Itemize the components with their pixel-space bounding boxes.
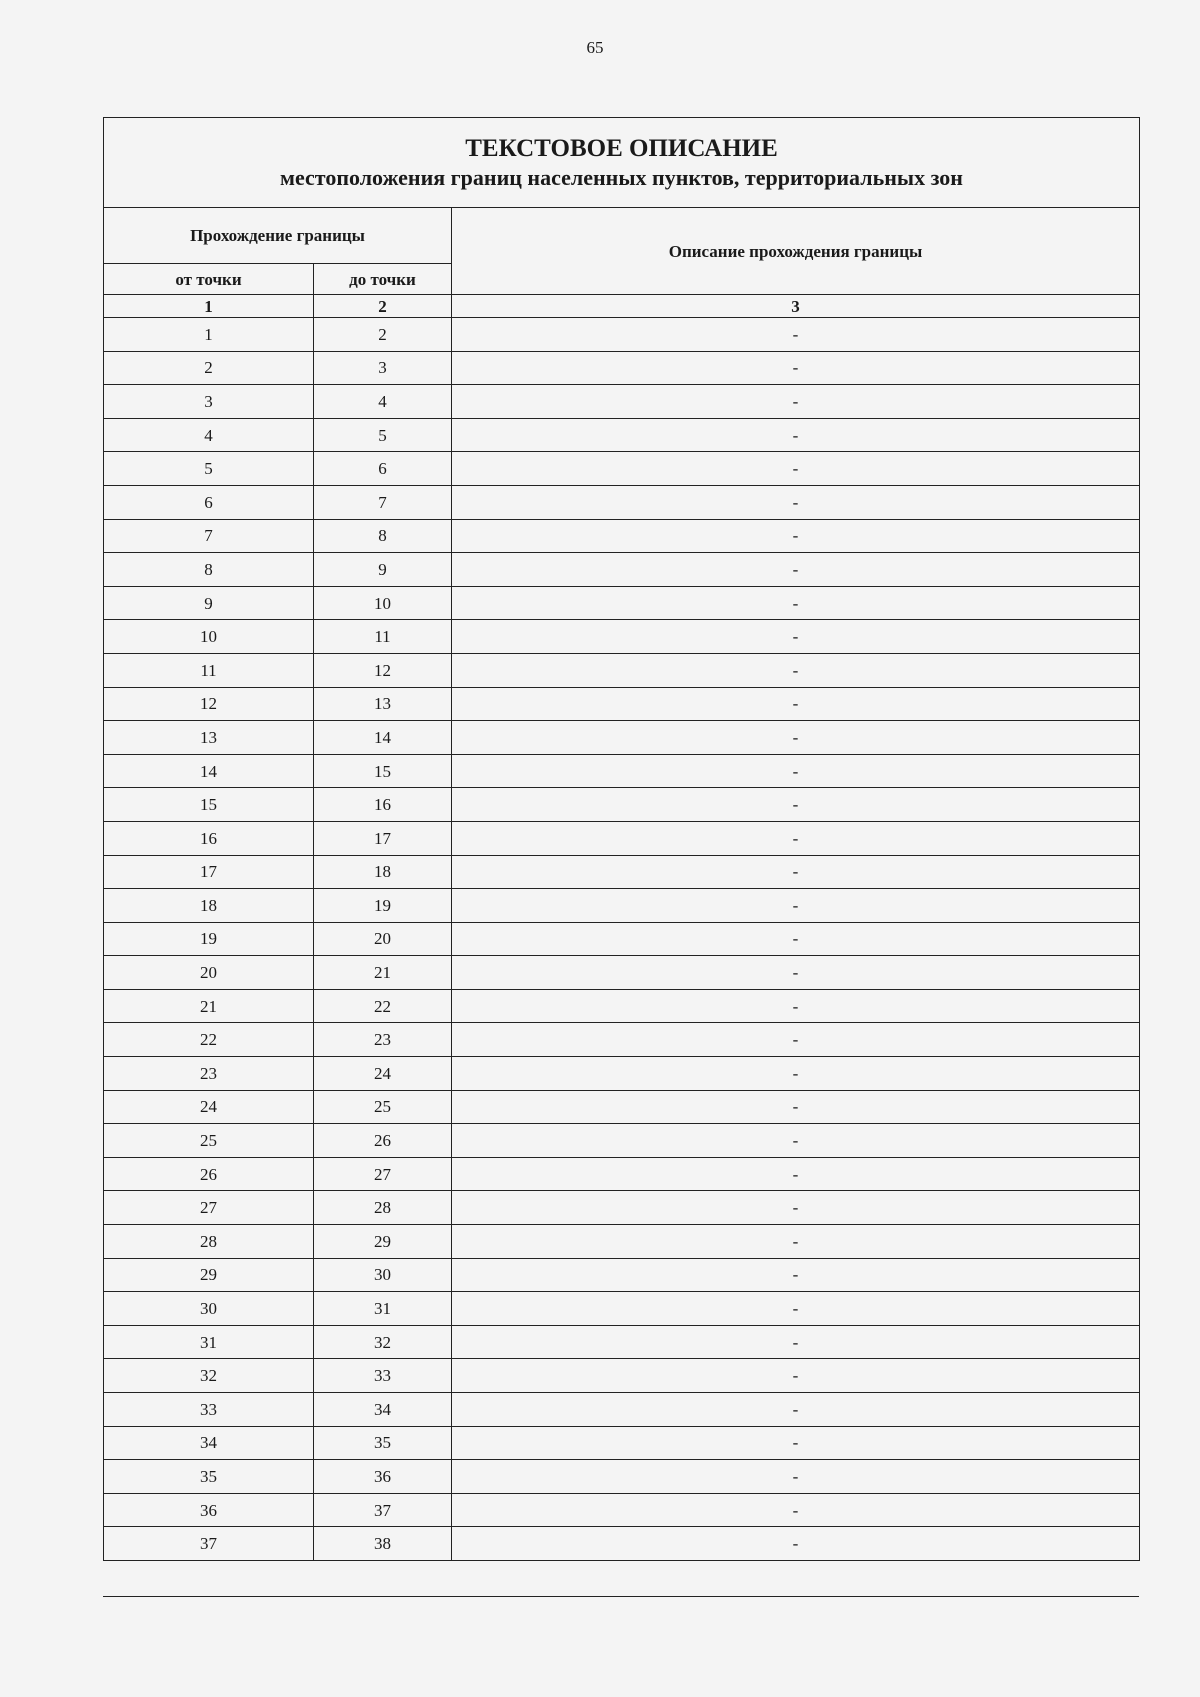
table-row [104,1325,1140,1359]
cell-to-point: 18 [314,855,452,889]
table-row [104,1258,1140,1292]
cell-description: - [452,956,1140,990]
cell-description: - [452,1393,1140,1427]
cell-from-point: 37 [104,1527,314,1561]
table-row [104,418,1140,452]
cell-description: - [452,418,1140,452]
cell-to-point: 26 [314,1124,452,1158]
cell-description: - [452,788,1140,822]
cell-description: - [452,586,1140,620]
table-row [104,1393,1140,1427]
cell-from-point: 7 [104,519,314,553]
table-row [104,1090,1140,1124]
cell-description: - [452,1157,1140,1191]
cell-description: - [452,1225,1140,1259]
cell-description: - [452,1090,1140,1124]
cell-to-point: 37 [314,1493,452,1527]
cell-from-point: 32 [104,1359,314,1393]
cell-to-point: 9 [314,553,452,587]
cell-to-point: 36 [314,1460,452,1494]
cell-to-point: 17 [314,821,452,855]
cell-description: - [452,1325,1140,1359]
cell-from-point: 17 [104,855,314,889]
cell-from-point: 12 [104,687,314,721]
header-to-point: до точки [314,264,452,295]
cell-description: - [452,989,1140,1023]
cell-to-point: 22 [314,989,452,1023]
cell-to-point: 33 [314,1359,452,1393]
table-row [104,620,1140,654]
table-row [104,1426,1140,1460]
cell-to-point: 11 [314,620,452,654]
cell-description: - [452,922,1140,956]
cell-description: - [452,351,1140,385]
table-row [104,687,1140,721]
cell-from-point: 19 [104,922,314,956]
cell-to-point: 4 [314,385,452,419]
header-passage: Прохождение границы [104,208,452,264]
header-row [104,208,1140,264]
cell-from-point: 4 [104,418,314,452]
cell-description: - [452,1359,1140,1393]
table-row [104,1292,1140,1326]
cell-to-point: 38 [314,1527,452,1561]
cell-description: - [452,1493,1140,1527]
cell-to-point: 7 [314,485,452,519]
cell-description: - [452,653,1140,687]
cell-to-point: 13 [314,687,452,721]
document-subtitle: местоположения границ населенных пунктов, территориальных зон [280,165,963,190]
table-row [104,989,1140,1023]
cell-to-point: 31 [314,1292,452,1326]
table-row [104,1023,1140,1057]
cell-description: - [452,1527,1140,1561]
bottom-rule [103,1596,1139,1597]
cell-from-point: 28 [104,1225,314,1259]
cell-from-point: 20 [104,956,314,990]
cell-to-point: 29 [314,1225,452,1259]
cell-description: - [452,1258,1140,1292]
cell-from-point: 14 [104,754,314,788]
cell-from-point: 6 [104,485,314,519]
cell-to-point: 20 [314,922,452,956]
cell-to-point: 24 [314,1057,452,1091]
table-row [104,586,1140,620]
table-row [104,519,1140,553]
cell-description: - [452,1460,1140,1494]
cell-from-point: 31 [104,1325,314,1359]
document-title: ТЕКСТОВОЕ ОПИСАНИЕ [465,135,778,162]
cell-description: - [452,1057,1140,1091]
column-number: 1 [104,295,314,318]
cell-description: - [452,1426,1140,1460]
cell-description: - [452,855,1140,889]
cell-to-point: 21 [314,956,452,990]
table-row [104,721,1140,755]
table-row [104,1225,1140,1259]
header-from-point: от точки [104,264,314,295]
table-row [104,956,1140,990]
cell-from-point: 24 [104,1090,314,1124]
cell-to-point: 5 [314,418,452,452]
cell-from-point: 3 [104,385,314,419]
cell-to-point: 12 [314,653,452,687]
cell-to-point: 2 [314,318,452,352]
cell-to-point: 16 [314,788,452,822]
cell-from-point: 33 [104,1393,314,1427]
cell-from-point: 30 [104,1292,314,1326]
cell-from-point: 25 [104,1124,314,1158]
cell-description: - [452,889,1140,923]
cell-from-point: 21 [104,989,314,1023]
cell-to-point: 34 [314,1393,452,1427]
table-row [104,553,1140,587]
header-description: Описание прохождения границы [452,208,1140,295]
table-row [104,318,1140,352]
table-row [104,653,1140,687]
column-number-row [104,295,1140,318]
cell-description: - [452,452,1140,486]
cell-to-point: 6 [314,452,452,486]
cell-from-point: 23 [104,1057,314,1091]
cell-from-point: 35 [104,1460,314,1494]
cell-to-point: 19 [314,889,452,923]
cell-from-point: 5 [104,452,314,486]
cell-to-point: 8 [314,519,452,553]
cell-from-point: 10 [104,620,314,654]
table-row [104,1493,1140,1527]
table-row [104,788,1140,822]
table-row [104,452,1140,486]
cell-from-point: 29 [104,1258,314,1292]
title-row [104,118,1140,208]
cell-description: - [452,721,1140,755]
cell-description: - [452,553,1140,587]
cell-description: - [452,1023,1140,1057]
table-row [104,922,1140,956]
cell-description: - [452,821,1140,855]
table-row [104,1124,1140,1158]
cell-to-point: 10 [314,586,452,620]
table-row [104,1057,1140,1091]
table-row [104,385,1140,419]
table-row [104,1460,1140,1494]
cell-description: - [452,620,1140,654]
table-row [104,1359,1140,1393]
cell-description: - [452,318,1140,352]
column-number: 3 [452,295,1140,318]
table-row [104,821,1140,855]
cell-to-point: 23 [314,1023,452,1057]
cell-to-point: 28 [314,1191,452,1225]
cell-to-point: 15 [314,754,452,788]
cell-to-point: 30 [314,1258,452,1292]
cell-from-point: 34 [104,1426,314,1460]
column-number: 2 [314,295,452,318]
table-row [104,1157,1140,1191]
table-row [104,754,1140,788]
table-row [104,1191,1140,1225]
table-row [104,351,1140,385]
cell-from-point: 18 [104,889,314,923]
cell-description: - [452,1292,1140,1326]
cell-from-point: 36 [104,1493,314,1527]
title-cell [104,118,1140,208]
cell-from-point: 1 [104,318,314,352]
page-number: 65 [586,38,604,57]
cell-from-point: 2 [104,351,314,385]
cell-to-point: 14 [314,721,452,755]
cell-from-point: 22 [104,1023,314,1057]
cell-to-point: 35 [314,1426,452,1460]
cell-to-point: 27 [314,1157,452,1191]
cell-description: - [452,519,1140,553]
cell-to-point: 25 [314,1090,452,1124]
cell-from-point: 9 [104,586,314,620]
table-row [104,485,1140,519]
cell-from-point: 27 [104,1191,314,1225]
table-row [104,1527,1140,1561]
cell-description: - [452,754,1140,788]
cell-description: - [452,1124,1140,1158]
cell-from-point: 13 [104,721,314,755]
cell-description: - [452,687,1140,721]
table-row [104,855,1140,889]
cell-description: - [452,1191,1140,1225]
cell-from-point: 15 [104,788,314,822]
cell-description: - [452,385,1140,419]
cell-from-point: 16 [104,821,314,855]
table-row [104,889,1140,923]
cell-to-point: 32 [314,1325,452,1359]
boundary-table [103,117,1140,1561]
cell-from-point: 11 [104,653,314,687]
cell-to-point: 3 [314,351,452,385]
cell-description: - [452,485,1140,519]
cell-from-point: 26 [104,1157,314,1191]
cell-from-point: 8 [104,553,314,587]
